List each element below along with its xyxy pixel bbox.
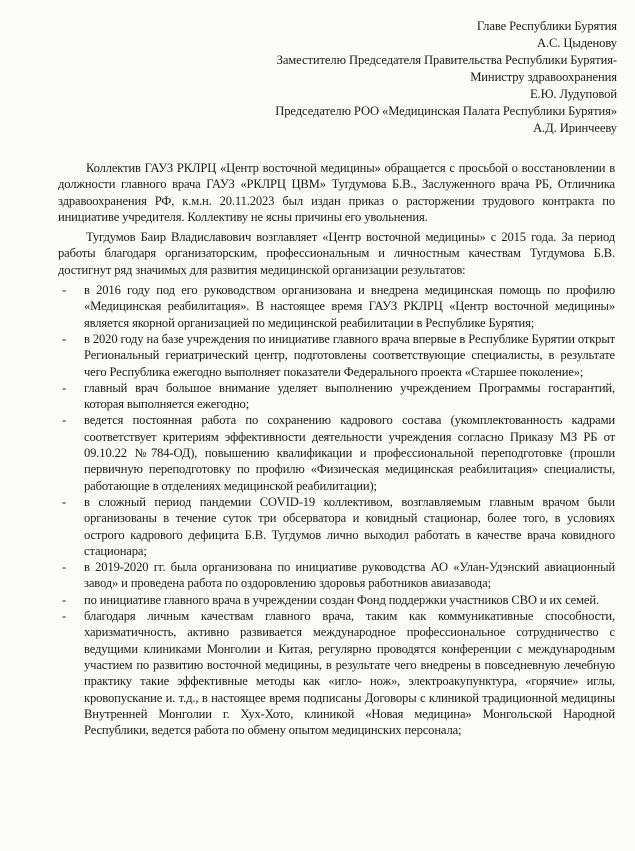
list-item-text: в сложный период пандемии COVID-19 коллективом, возглавляемым главным врачом были организованы в течение суток три обсерватора и ковидный стационар, более того, в условиях острого кадрового дефицита Б.В. Тугдумов лично выходил работать в качестве врача ковидного стационара;: [84, 494, 615, 558]
list-marker: -: [62, 413, 67, 428]
addressee-block: [217, 18, 617, 137]
achievements-paragraph: Тугдумов Баир Владиславович возглавляет «Центр восточной медицины» с 2015 года. За период работы благодаря организаторским, профессиональным и личностным качествам Тугдумова Б.В. достигнут ряд значимых для развития медицинской организации результатов:: [58, 230, 615, 277]
addressee-line: Министру здравоохранения: [470, 70, 617, 84]
list-item-text: в 2019-2020 гг. была организована по инициативе руководства АО «Улан-Удэнский авиационный завод» и проведена работа по оздоровлению здоровья работников авиазавода;: [84, 560, 615, 591]
list-marker: -: [62, 592, 67, 607]
letter-body: [58, 160, 615, 738]
list-item: [58, 331, 615, 380]
list-item: [58, 608, 615, 738]
list-item-text: в 2020 году на базе учреждения по инициативе главного врача впервые в Республике Бурятии открыт Региональный гериатрический центр, подготовлены соответствующие специалисты, в результате чего Республика ежегодно выполняет показатели Федерального проекта «Старшее поколение»;: [84, 331, 615, 379]
list-item-text: благодаря личным качествам главного врача, таким как коммуникативные способности, харизматичность, активно развивается международное профессиональное сотрудничество с ведущими клиниками Монголии и Китая, регулярно проводятся конференции с международным участием по развитию восточной медицины, в результате чего внедрены в повседневную лечебную практику такие эффективные методы как «игло- нож», электроакупунктура, «горячие» иглы, кровопускание и. т.д., в настоящее время подписаны Договоры с клиникой традиционной медицины Внутренней Монголии г. Хух-Хото, клиникой «Новая медицина» Монгольской Народной Республики, ведется работа по обмену опытом медицинских персонала;: [84, 609, 615, 738]
list-marker: -: [62, 283, 67, 298]
list-marker: -: [62, 380, 67, 395]
list-marker: -: [62, 494, 67, 509]
list-marker: -: [62, 609, 67, 624]
addressee-line: Председателю РОО «Медицинская Палата Республики Бурятия»: [275, 104, 617, 118]
addressee-line: Заместителю Председателя Правительства Республики Бурятия-: [276, 53, 617, 67]
addressee-line: А.Д. Иринчееву: [533, 121, 617, 135]
list-item: [58, 380, 615, 413]
intro-paragraph: Коллектив ГАУЗ РКЛРЦ «Центр восточной медицины» обращается с просьбой о восстановлении в должности главного врача ГАУЗ «РКЛРЦ ЦВМ» Тугдумова Б.В., Заслуженного врача РБ, Отличника здравоохранения РФ, к.м.н. 20.11.2023 был издан приказ о расторжении трудового контракта по инициативе учредителя. Коллективу не ясны причины его увольнения.: [58, 161, 615, 224]
list-item-text: главный врач большое внимание уделяет выполнению учреждением Программы госгарантий, которая выполняется ежегодно;: [84, 380, 615, 412]
list-item: [58, 494, 615, 559]
list-marker: -: [62, 331, 67, 346]
list-item: [58, 282, 615, 331]
achievements-list: [58, 282, 615, 738]
addressee-line: Главе Республики Бурятия: [476, 19, 617, 33]
list-item: [58, 412, 615, 493]
addressee-line: Е.Ю. Лудуповой: [529, 87, 617, 101]
list-item-text: в 2016 году под его руководством организована и внедрена медицинская помощь по профилю «Медицинская реабилитация». В настоящее время ГАУЗ РКЛРЦ «Центр восточной медицины» является якорной организацией по медицинской реабилитации в Республике Бурятия;: [84, 283, 615, 330]
list-item: [58, 592, 615, 608]
list-item: [58, 559, 615, 592]
list-item-text: ведется постоянная работа по сохранению кадрового состава (укомплектованность кадрами соответствует критериям эффективности деятельности учреждения согласно Приказу МЗ РБ от 09.10.22 №784-ОД), повышению квалификации и профессиональной переподготовке (прошли первичную переподготовку по профилю «Физическая медицинская реабилитация» специалисты, работающие в отделениях медицинской реабилитации);: [84, 413, 615, 493]
addressee-line: А.С. Цыденову: [536, 36, 617, 50]
list-marker: -: [62, 560, 67, 575]
list-item-text: по инициативе главного врача в учреждении создан Фонд поддержки участников СВО и их семей.: [84, 592, 599, 607]
